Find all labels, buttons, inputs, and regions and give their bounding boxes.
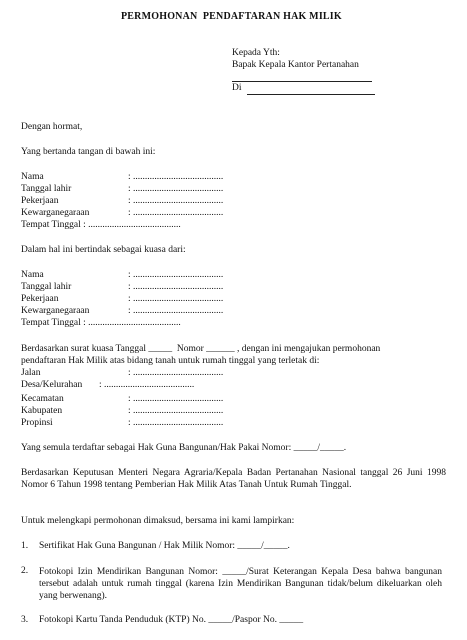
attachment-2-number: 2. — [21, 566, 29, 576]
location-village-label: Desa/Kelurahan — [21, 380, 83, 390]
location-street-label: Jalan — [21, 368, 41, 378]
attachment-3-number: 3. — [21, 615, 29, 625]
greeting: Dengan hormat, — [21, 122, 83, 132]
location-district-label: Kecamatan — [21, 394, 64, 404]
addressee-blank-line — [232, 81, 372, 82]
location-province-value: : ...................................... — [128, 418, 224, 428]
location-regency-label: Kabupaten — [21, 406, 63, 416]
applicant-occupation-value: : ...................................... — [128, 196, 224, 206]
applicant-occupation-label: Pekerjaan — [21, 196, 59, 206]
principal-address: Tempat Tinggal : ....................................... — [21, 318, 181, 328]
registered-as-text: Yang semula terdaftar sebagai Hak Guna Bangunan/Hak Pakai Nomor: _____/_____. — [21, 443, 347, 453]
principal-nationality-value: : ...................................... — [128, 306, 224, 316]
location-village-value: : ...................................... — [99, 380, 195, 390]
attachments-intro: Untuk melengkapi permohonan dimaksud, bersama ini kami lampirkan: — [21, 516, 295, 526]
request-line-1: Berdasarkan surat kuasa Tanggal _____ Nomor ______ , dengan ini mengajukan permohonan — [21, 344, 381, 354]
location-province-label: Propinsi — [21, 418, 53, 428]
location-street-value: : ...................................... — [128, 368, 224, 378]
principal-name-label: Nama — [21, 270, 44, 280]
attachment-3-text: Fotokopi Kartu Tanda Penduduk (KTP) No. _____/Paspor No. _____ — [39, 615, 304, 625]
principal-birthdate-label: Tanggal lahir — [21, 282, 72, 292]
applicant-nationality-label: Kewarganegaraan — [21, 208, 90, 218]
principal-occupation-label: Pekerjaan — [21, 294, 59, 304]
addressee-line-2: Bapak Kepala Kantor Pertanahan — [232, 60, 359, 70]
applicant-name-value: : ...................................... — [128, 172, 224, 182]
attachment-1-number: 1. — [21, 541, 29, 551]
applicant-birthdate-label: Tanggal lahir — [21, 184, 72, 194]
applicant-nationality-value: : ...................................... — [128, 208, 224, 218]
intro-text: Yang bertanda tangan di bawah ini: — [21, 147, 156, 157]
decree-paragraph: Berdasarkan Keputusan Menteri Negara Agraria/Kepala Badan Pertanahan Nasional tanggal 26 Juni 1998 Nomor 6 Tahun 1998 tentang Pemberian Hak Milik Atas Tanah Untuk Rumah Tinggal. — [21, 468, 446, 490]
location-district-value: : ...................................... — [128, 394, 224, 404]
principal-occupation-value: : ...................................... — [128, 294, 224, 304]
addressee-di-blank-line — [247, 94, 375, 95]
principal-nationality-label: Kewarganegaraan — [21, 306, 90, 316]
principal-name-value: : ...................................... — [128, 270, 224, 280]
applicant-name-label: Nama — [21, 172, 44, 182]
attachment-1-text: Sertifikat Hak Guna Bangunan / Hak Milik Nomor: _____/_____. — [39, 541, 290, 551]
addressee-di-label: Di — [232, 83, 242, 93]
proxy-intro-text: Dalam hal ini bertindak sebagai kuasa dari: — [21, 245, 186, 255]
principal-birthdate-value: : ...................................... — [128, 282, 224, 292]
request-line-2: pendaftaran Hak Milik atas bidang tanah untuk rumah tinggal yang terletak di: — [21, 356, 320, 366]
addressee-line-1: Kepada Yth: — [232, 48, 280, 58]
document-title: PERMOHONAN PENDAFTARAN HAK MILIK — [121, 11, 342, 22]
applicant-address: Tempat Tinggal : ....................................... — [21, 220, 181, 230]
applicant-birthdate-value: : ...................................... — [128, 184, 224, 194]
location-regency-value: : ...................................... — [128, 406, 224, 416]
attachment-2-text: Fotokopi Izin Mendirikan Bangunan Nomor: _____/Surat Keterangan Kepala Desa bahwa bangunan tersebut adalah untuk rumah tinggal (karena Izin Mendirikan Bangunan tidak/belum dikeluarkan oleh yang berwenang). — [39, 567, 442, 601]
